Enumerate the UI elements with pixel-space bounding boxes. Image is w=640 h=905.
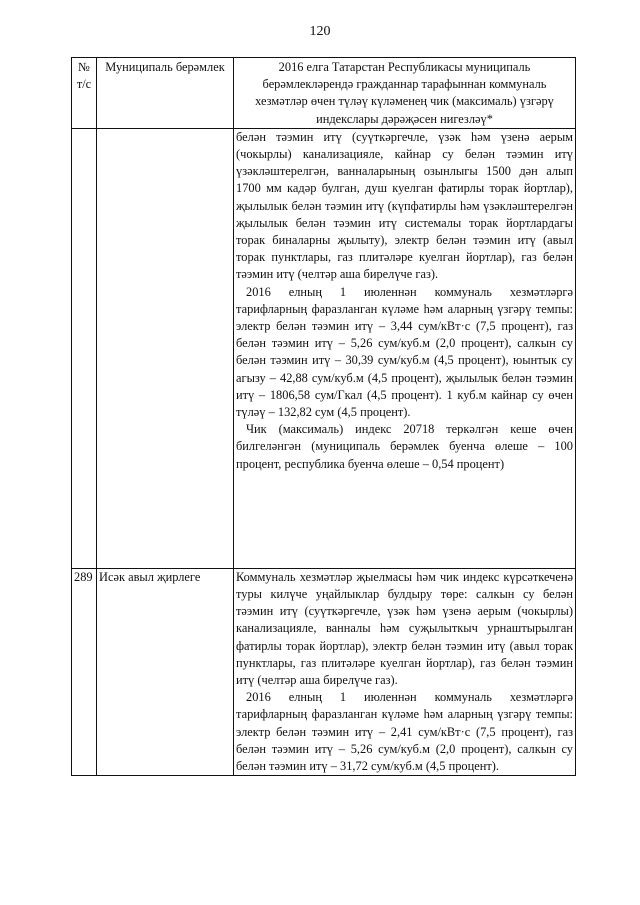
row-number: 289 bbox=[72, 568, 97, 775]
row-number bbox=[72, 128, 97, 568]
header-description: 2016 елга Татарстан Республикасы муниципаль берәмлекләрендә гражданнар тарафыннан коммуналь хезмәтләр өчен түләү күләменең чик (максималь) үзгәрү индекслары дәрәҗәсен нигезләү* bbox=[234, 58, 576, 129]
row-description bbox=[234, 568, 576, 775]
table-row bbox=[72, 568, 576, 775]
description-paragraph: 2016 елның 1 июленнән коммуналь хезмәтләргә тарифларның фаразланган күләме һәм аларның үзгәрү темпы: электр белән тәэмин итү – 2,41 сум/кВт·с (7,5 процент), газ белән тәэмин итү – 5,26 сум/куб.м (2,0 процент), салкын су белән тәэмин итү – 31,72 сум/куб.м (4,5 процент). bbox=[236, 690, 573, 774]
table-header bbox=[72, 58, 576, 129]
tariff-table bbox=[71, 57, 576, 776]
row-municipality bbox=[97, 128, 234, 568]
header-municipality: Муниципаль берәмлек bbox=[97, 58, 234, 129]
table-row bbox=[72, 128, 576, 568]
table-body bbox=[72, 128, 576, 775]
page-number: 120 bbox=[309, 24, 331, 39]
description-paragraph: Чик (максималь) индекс 20718 теркәлгән кеше өчен билгеләнгән (муниципаль берәмлек буенча өлеше – 100 процент, республика буенча өлеше – 0,54 процент) bbox=[236, 422, 573, 471]
description-paragraph: 2016 елның 1 июленнән коммуналь хезмәтләргә тарифларның фаразланган күләме һәм аларның үзгәрү темпы: электр белән тәэмин итү – 3,44 сум/кВт·с (7,5 процент), газ белән тәэмин итү – 5,26 сум/куб.м (2,0 процент), салкын су белән тәэмин итү – 30,39 сум/куб.м (4,5 процент), юынтык су агызу – 42,88 сум/куб.м (4,5 процент), җылылык белән тәэмин итү – 1806,58 сум/Гкал (4,5 процент). 1 куб.м кайнар су өчен түләү – 132,82 сум (4,5 процент). bbox=[236, 284, 573, 420]
description-paragraph: Коммуналь хезмәтләр җыелмасы һәм чик индекс күрсәткеченә туры килүче уңайлыклар булдыру төре: салкын су белән тәэмин итү (суүткәргечле, үзәк һәм үзенә аерым (чокырлы) канализацияле, ванналы һәм суҗылыткыч урнаштырылган фатирлы торак йортлар), электр белән тәэмин итү (авыл торак пунктлары, газ плитәләре куелган йортлар), газ белән тәэмин итү (челтәр аша бирелүче газ). bbox=[236, 569, 573, 688]
row-municipality: Исәк авыл җирлеге bbox=[97, 568, 234, 775]
header-row bbox=[72, 58, 576, 129]
header-number: № т/с bbox=[72, 58, 97, 129]
description-paragraph: белән тәэмин итү (суүткәргечле, үзәк һәм үзенә аерым (чокырлы) канализацияле, кайнар су белән тәэмин итү үзәкләштерелгән, ванналарының озынлыгы 1500 дән алып 1700 мм кадәр булган, душ куелган фатирлы торак йортлар), җылылык белән тәэмин итү (күпфатирлы һәм үзәкләштерелгән җылылык белән тәэмин итү системалы торак йортлардагы торак биналарны җылыту), электр белән тәэмин итү (авыл торак пунктлары, газ плитәләре куелган йортлар), газ белән тәэмин итү (челтәр аша бирелүче газ). bbox=[236, 129, 573, 282]
row-description bbox=[234, 128, 576, 568]
